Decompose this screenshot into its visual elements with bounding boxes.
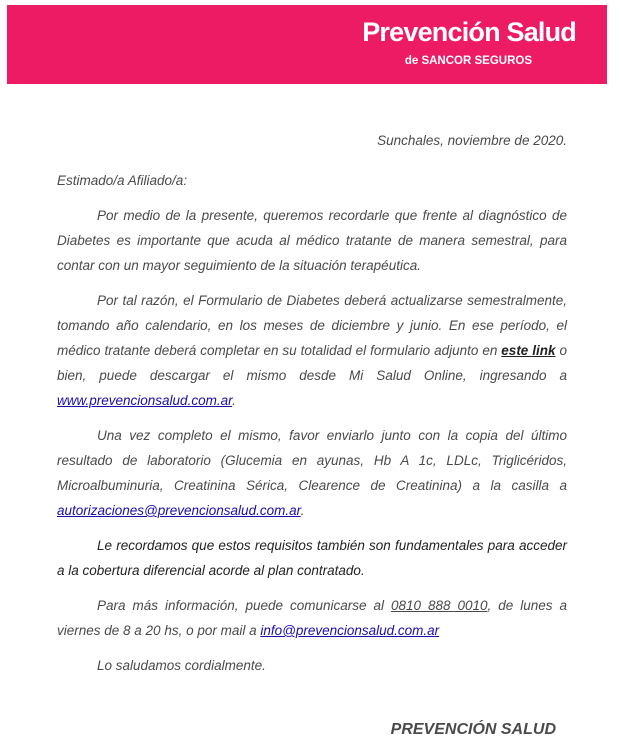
paragraph-5-text-a: Para más información, puede comunicarse al xyxy=(97,598,391,613)
paragraph-3-text-b: . xyxy=(300,503,305,518)
letter-greeting: Estimado/a Afiliado/a: xyxy=(57,173,188,188)
signature: PREVENCIÓN SALUD xyxy=(390,721,556,738)
paragraph-1: Por medio de la presente, queremos recordarle que frente al diagnóstico de Diabetes es importante que acuda al médico tratante de manera semestral, para contar con un mayor seguimiento de la situación terapéutica. xyxy=(57,208,567,273)
info-email-link[interactable]: info@prevencionsalud.com.ar xyxy=(260,623,440,638)
paragraph-4: Le recordamos que estos requisitos también son fundamentales para acceder a la cobertura diferencial acorde al plan contratado. xyxy=(57,538,567,578)
closing-line: Lo saludamos cordialmente. xyxy=(97,658,266,673)
paragraph-2-text-c: . xyxy=(232,393,236,408)
paragraph-2 xyxy=(57,288,567,413)
paragraph-5 xyxy=(57,593,567,643)
website-link[interactable]: www.prevencionsalud.com.ar xyxy=(57,393,233,408)
brand-logo-subtitle: de SANCOR SEGUROS xyxy=(404,55,532,67)
paragraph-2-text-b: o bien, puede descargar el mismo desde Mi Salud Online, ingresando a xyxy=(57,343,567,383)
letter-date: Sunchales, noviembre de 2020. xyxy=(377,133,567,148)
header-banner xyxy=(7,5,607,84)
paragraph-3 xyxy=(57,423,567,523)
paragraph-2-text-a: Por tal razón, el Formulario de Diabetes deberá actualizarse semestralmente, tomando año calendario, en los meses de diciembre y junio. En ese período, el médico tratante deberá completar en su totalidad el formulario adjunto en xyxy=(57,293,567,358)
form-link[interactable]: este link xyxy=(501,343,556,358)
paragraph-5-text-b: , de lunes a viernes de 8 a 20 hs, o por mail a xyxy=(57,598,568,638)
authorizations-email-link[interactable]: autorizaciones@prevencionsalud.com.ar xyxy=(57,503,301,518)
brand-logo-name: Prevención Salud xyxy=(362,17,576,47)
paragraph-3-text-a: Una vez completo el mismo, favor enviarlo junto con la copia del último resultado de laboratorio (Glucemia en ayunas, Hb A 1c, LDLc, Triglicéridos, Microalbuminuria, Creatinina Sérica, Clearence de Creatinina) a la casilla a xyxy=(57,428,567,493)
phone-number[interactable]: 0810 888 0010 xyxy=(390,598,488,613)
letter-body xyxy=(57,128,567,688)
